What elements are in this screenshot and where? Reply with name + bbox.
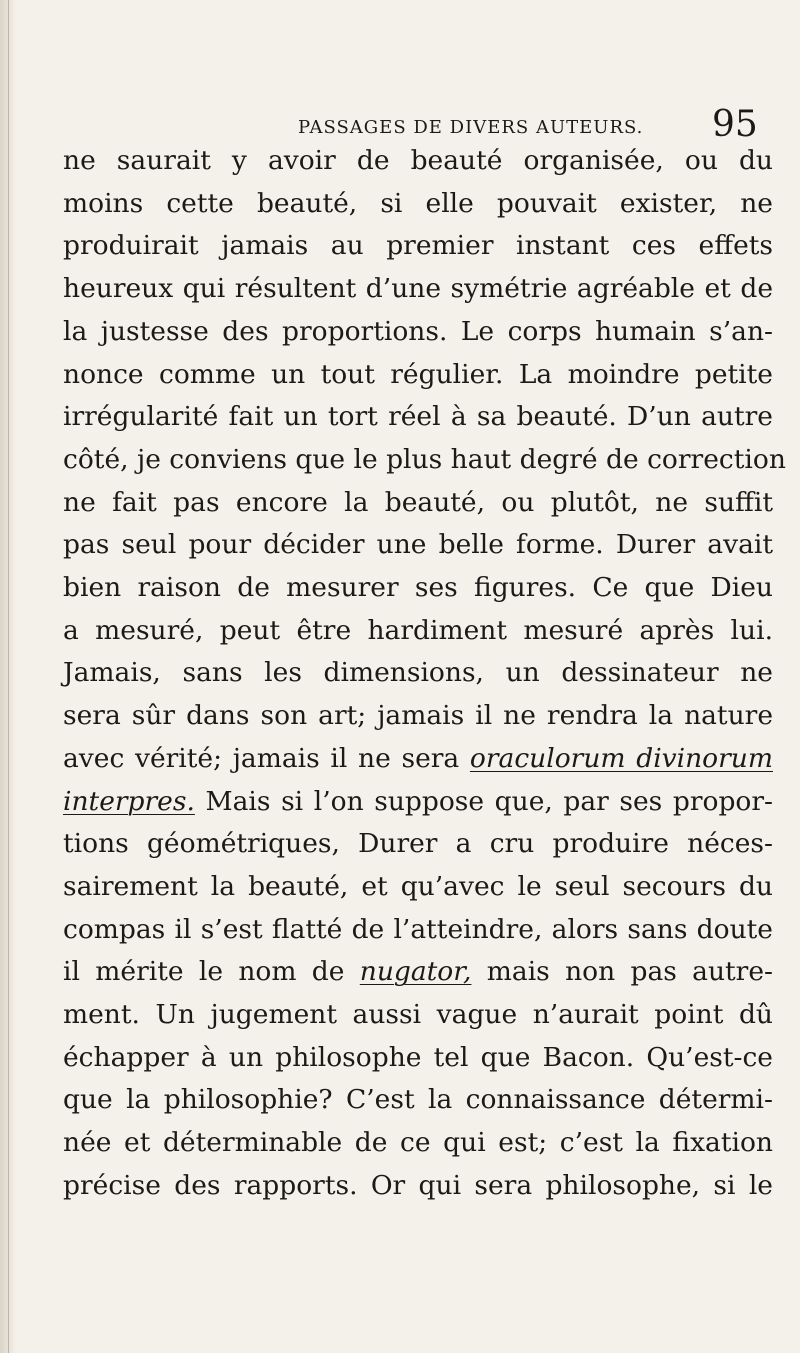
italic-latin-word: nugator, — [359, 956, 472, 988]
body-text — [63, 140, 786, 1208]
text-run: mais non pas autre- — [486, 956, 773, 988]
text-line: sairement la beauté, et qu’avec le seul secours du — [63, 870, 773, 902]
text-line: irrégularité fait un tort réel à sa beauté. D’un autre — [63, 401, 773, 433]
text-line: produirait jamais au premier instant ces effets — [63, 230, 773, 262]
text-line: précise des rapports. Or qui sera philosophe, si le — [63, 1169, 773, 1201]
italic-latin-phrase: oraculorum divinorum — [469, 742, 773, 774]
text-run: il mérite le nom de — [63, 956, 345, 988]
text-line: pas seul pour décider une belle forme. Durer avait — [63, 529, 773, 561]
italic-latin-word: interpres. — [63, 785, 195, 817]
text-line: côté, je conviens que le plus haut degré de correction — [63, 443, 786, 475]
text-line: heureux qui résultent d’une symétrie agréable et de — [63, 273, 773, 305]
page-number: 95 — [712, 104, 758, 145]
text-line: compas il s’est flatté de l’atteindre, alors sans doute — [63, 913, 773, 945]
text-line: bien raison de mesurer ses figures. Ce que Dieu — [63, 572, 773, 604]
text-line — [63, 781, 773, 824]
text-line: Jamais, sans les dimensions, un dessinateur ne — [63, 657, 773, 689]
gutter-fold-line — [8, 0, 9, 1353]
text-line: tions géométriques, Durer a cru produire néces- — [63, 828, 773, 860]
text-line: née et déterminable de ce qui est; c’est la fixation — [63, 1127, 773, 1159]
text-line: ne fait pas encore la beauté, ou plutôt, ne suffit — [63, 486, 773, 518]
text-line: la justesse des proportions. Le corps humain s’an- — [63, 315, 773, 347]
text-line: échapper à un philosophe tel que Bacon. Qu’est-ce — [63, 1041, 773, 1073]
text-line — [63, 951, 773, 994]
text-line: que la philosophie? C’est la connaissance détermi- — [63, 1084, 773, 1116]
text-line: moins cette beauté, si elle pouvait exister, ne — [63, 187, 773, 219]
text-line: a mesuré, peut être hardiment mesuré après lui. — [63, 614, 773, 646]
text-line: sera sûr dans son art; jamais il ne rendra la nature — [63, 700, 773, 732]
text-run: Mais si l’on suppose que, par ses propor- — [205, 785, 773, 817]
text-line: ment. Un jugement aussi vague n’aurait point dû — [63, 999, 773, 1031]
text-line — [63, 738, 773, 781]
text-line: ne saurait y avoir de beauté organisée, ou du — [63, 145, 773, 176]
text-line: nonce comme un tout régulier. La moindre petite — [63, 358, 773, 390]
text-run: avec vérité; jamais il ne sera — [63, 742, 460, 774]
running-head: PASSAGES DE DIVERS AUTEURS. — [298, 117, 644, 138]
